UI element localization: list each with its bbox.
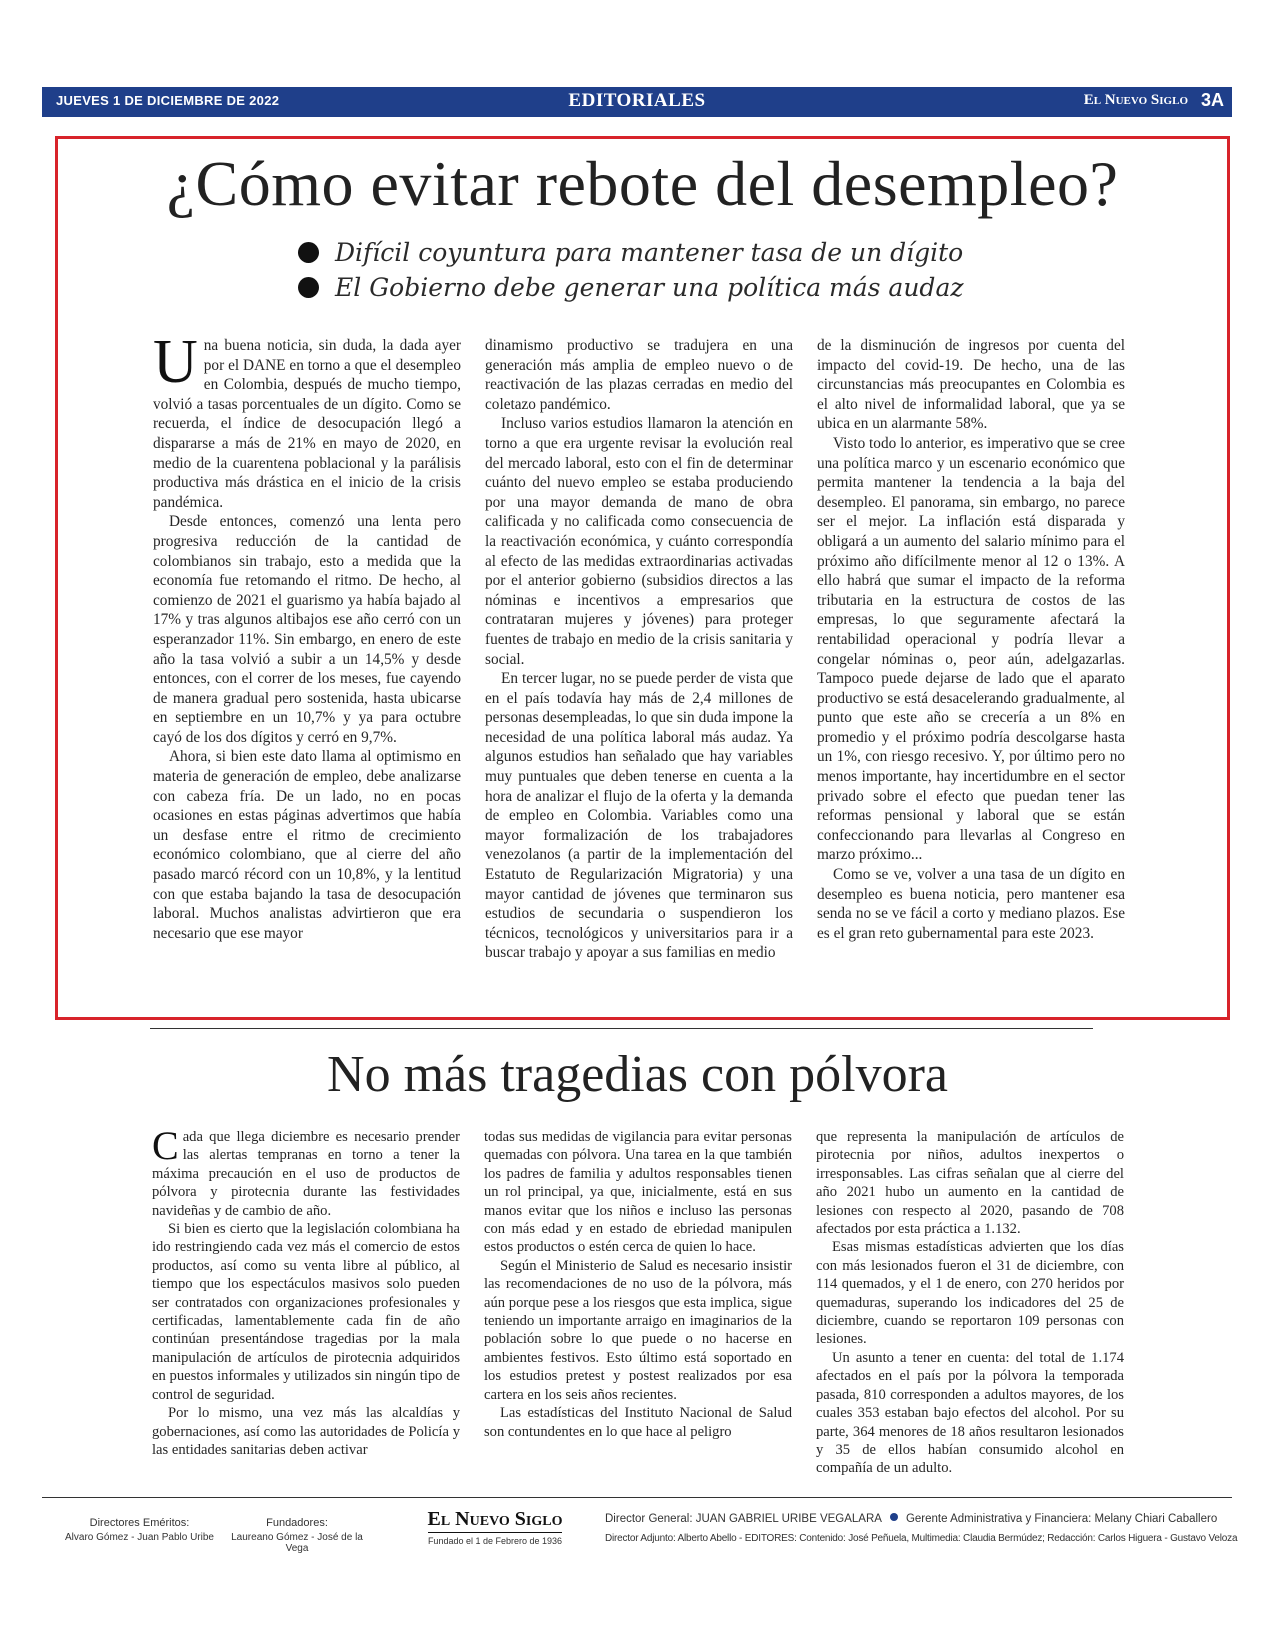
article-paragraph: Según el Ministerio de Salud es necesario insistir las recomendaciones de no uso de la pólvora, más aún porque pese a los riesgos que esta implica, sigue teniendo un importante arraigo en imaginarios de la población sobre lo que puede o no hacerse en ambientes festivos. Esto último está soportado en los estudios pretest y postest realizados por esa cartera en los seis años recientes. [484, 1257, 792, 1403]
editorial-columns-2 [152, 1123, 1124, 1478]
article-paragraph: Desde entonces, comenzó una lenta pero progresiva reducción de la cantidad de colombianos sin trabajo, esto a medida que la economía fue retomando el ritmo. De hecho, al comienzo de 2021 el guarismo ya había bajado al 17% y tras algunos altibajos ese año cerró con un esperanzador 11%. Sin embargo, en enero de este año la tasa volvió a subir a un 14,5% y desde entonces, con el correr de los meses, fue cayendo de manera gradual pero sostenida, hasta ubicarse en septiembre en un 10,7% y ya para octubre cayó de los dos dígitos y cerró en 9,7%. [153, 513, 461, 746]
article-paragraph: todas sus medidas de vigilancia para evitar personas quemadas con pólvora. Una tarea en la que también los padres de familia y adultos responsables tienen un rol principal, ya que, inicialmente, está en sus manos evitar que los niños e incluso las personas con más edad y en estado de ebriedad manipulen estos productos o estén cerca de quien lo hace. [484, 1129, 792, 1256]
footer-divider [42, 1497, 1232, 1498]
editorial-headline-2: No más tragedias con pólvora [327, 1046, 948, 1103]
paragraph-text: na buena noticia, sin duda, la dada ayer por el DANE en torno a que el desempleo en Colombia, después de mucho tiempo, volvió a tasas porcentuales de un dígito. Como se recuerda, el índice de desocupación llegó a dispararse a más de 21% en mayo de 2020, en medio de la cuarentena poblacional y la parálisis productiva más drástica en el inicio de la crisis pandémica. [153, 337, 461, 511]
article-column-2 [484, 1128, 792, 1478]
footer-logo [425, 1508, 565, 1546]
bullet-text: El Gobierno debe generar una política más audaz [335, 273, 964, 302]
logo-wordmark: El Nuevo Siglo [428, 1508, 563, 1533]
section-title: EDITORIALES [568, 90, 706, 111]
bullet-item [298, 235, 964, 270]
article-paragraph: Esas mismas estadísticas advierten que los días con más lesionados fueron el 31 de diciembre, con 114 quemados, y el 1 de enero, con 270 heridos por quemaduras, superando los indicadores del 25 de diciembre, cuando se reportaron 109 personas con lesiones. [816, 1239, 1124, 1348]
bullet-text: Difícil coyuntura para mantener tasa de un dígito [335, 238, 964, 267]
bullet-dot-icon [298, 242, 319, 263]
editorial-headline: ¿Cómo evitar rebote del desempleo? [166, 148, 1119, 219]
article-paragraph: Incluso varios estudios llamaron la atención en torno a que era urgente revisar la evolución real del mercado laboral, esto con el fin de determinar cuánto del nuevo empleo se estaba produciendo por una mayor demanda de mano de obra calificada y no calificada como consecuencia de la reactivación económica, y cuánto correspondía al efecto de las medidas extraordinarias activadas por el anterior gobierno (subsidios directos a las nóminas e incentivos a empresarios que contrataran mujeres y jóvenes) para proteger fuentes de trabajo en medio de la crisis sanitaria y social. [485, 415, 793, 668]
page-number: 3A [1200, 90, 1224, 110]
article-paragraph: dinamismo productivo se tradujera en una generación más amplia de empleo nuevo o de reactivación de las plazas cerradas en medio del coletazo pandémico. [485, 337, 793, 413]
footer-staff [605, 1513, 1238, 1544]
section-divider [150, 1028, 1093, 1029]
bullet-item [298, 270, 964, 305]
page-header-bar [42, 87, 1232, 117]
drop-cap: C [152, 1123, 179, 1168]
gerente: Gerente Administrativa y Financiera: Melany Chiari Caballero [905, 1513, 1218, 1525]
article-paragraph: Por lo mismo, una vez más las alcaldías y gobernaciones, así como las autoridades de Policía y las entidades sanitarias deben activar [152, 1405, 460, 1458]
directors-names: Alvaro Gómez - Juan Pablo Uribe [65, 1532, 214, 1543]
editorial-columns [153, 328, 1125, 963]
bullet-dot-icon [298, 277, 319, 298]
footer-directors [62, 1517, 217, 1543]
article-paragraph: Visto todo lo anterior, es imperativo que se cree una política marco y un escenario económico que permita mantener la tendencia a la baja del desempleo. El panorama, sin embargo, no parece ser el mejor. La inflación está disparada y obligará a un aumento del salario mínimo para el próximo año difícilmente menor al 12 o 13%. A ello habrá que sumar el impacto de la reforma tributaria en la estructura de costos de las empresas, lo que seguramente afectará la rentabilidad operacional y podría llevar a congelar nóminas o, peor aún, adelgazarlas. Tampoco puede dejarse de lado que el aparato productivo se está desacelerando gradualmente, al punto que este año se crecería a un 8% en promedio y el próximo podría descolgarse hasta un 1%, con riesgo recesivo. Y, por último pero no menos importante, hay incertidumbre en el sector privado sobre el efecto que puedan tener las reformas pensional y laboral que se están confeccionando para llevarlas al Congreso en marzo próximo... [817, 434, 1125, 864]
article-paragraph: En tercer lugar, no se puede perder de vista que en el país todavía hay más de 2,4 millones de personas desempleadas, lo que sin duda impone la necesidad de una política laboral más audaz. Ya algunos estudios han señalado que hay variables muy puntuales que deben tenerse en cuenta a la hora de analizar el flujo de la oferta y la demanda de empleo en Colombia. Variables como una mayor formalización de los trabajadores venezolanos (a partir de la implementación del Estatuto de Regularización Migratoria) y una mayor cantidad de jóvenes que terminaron sus estudios de secundaria o suspendieron los técnicos, tecnológicos y universitarios para ir a buscar trabajo y apoyar a sus familias en medio [485, 670, 793, 962]
article-column-2 [485, 336, 793, 963]
editorial-box [55, 136, 1230, 1020]
article-paragraph: de la disminución de ingresos por cuenta del impacto del covid-19. De hecho, una de las circunstancias más preocupantes en Colombia es el alto nivel de informalidad laboral, que ya se ubica en un alarmante 58%. [817, 337, 1125, 433]
newspaper-brand: El Nuevo Siglo [1083, 92, 1188, 108]
directors-label: Directores Eméritos: [89, 1517, 190, 1529]
article-paragraph: Como se ve, volver a una tasa de un dígito en desempleo es buena noticia, pero mantener esa senda no se ve fácil a corto y mediano plazos. Ese es el gran reto gubernamental para este 2023. [817, 866, 1125, 942]
separator-dot-icon [890, 1513, 898, 1521]
drop-cap: U [153, 328, 198, 396]
article-paragraph [152, 1123, 460, 1220]
founders-label: Fundadores: [266, 1517, 328, 1529]
paragraph-text: ada que llega diciembre es necesario prender las alertas tempranas en torno a tener la máxima precaución en el uso de productos de pólvora y pirotecnia durante las festividades navideñas y de cambio de año. [152, 1129, 460, 1219]
logo-founded-date: Fundado el 1 de Febrero de 1936 [427, 1536, 563, 1546]
article-paragraph: que representa la manipulación de artículos de pirotecnia por niños, adultos inexpertos o irresponsables. Las cifras señalan que al cierre del año 2021 hubo un aumento en la cantidad de lesiones con respecto al 2020, pasando de 708 afectados por esta práctica a 1.132. [816, 1129, 1124, 1238]
article-paragraph: Ahora, si bien este dato llama al optimismo en materia de generación de empleo, debe analizarse con cabeza fría. De un lado, no en pocas ocasiones en estas páginas advertimos que había un desfase entre el ritmo de crecimiento económico colombiano, que al cierre del año pasado marcó récord con un 10,8%, y la lentitud con que estaba bajando la tasa de desocupación laboral. Muchos analistas advirtieron que era necesario que ese mayor [153, 748, 461, 942]
article-paragraph [153, 328, 461, 512]
article-column-3 [816, 1128, 1124, 1478]
footer-founders [222, 1517, 372, 1554]
founders-names: Laureano Gómez - José de la Vega [231, 1532, 363, 1554]
staff-line-main [605, 1513, 1230, 1525]
headline-bullets [298, 235, 964, 305]
article-paragraph: Un asunto a tener en cuenta: del total de 1.174 afectados en el país por la pólvora la temporada pasada, 810 corresponden a adultos mayores, de los cuales 353 estaban bajo efectos del alcohol. Por su parte, 364 menores de 18 años resultaron lesionados y 35 de ellos habían consumido alcohol en compañía de un adulto. [816, 1349, 1124, 1477]
staff-line-editors: Director Adjunto: Alberto Abello - EDITORES: Contenido: José Peñuela, Multimedia: Claudia Bermúdez; Redacción: Carlos Higuera - Gustavo Veloza [605, 1533, 1238, 1544]
article-column-3 [817, 336, 1125, 963]
article-paragraph: Las estadísticas del Instituto Nacional de Salud son contundentes en lo que hace al peligro [484, 1405, 792, 1440]
director-general: Director General: JUAN GABRIEL URIBE VEGALARA [605, 1513, 882, 1525]
article-paragraph: Si bien es cierto que la legislación colombiana ha ido restringiendo cada vez más el comercio de estos productos, así como su venta libre al público, al tiempo que los espectáculos masivos solo pueden ser contratados con organizaciones profesionales y certificadas, lamentablemente cada fin de año continúan presentándose tragedias por la mala manipulación de artículos de pirotecnia adquiridos en puestos informales y utilizados sin ningún tipo de control de seguridad. [152, 1221, 460, 1403]
article-column-1 [153, 328, 461, 963]
issue-date: JUEVES 1 DE DICIEMBRE DE 2022 [56, 93, 280, 108]
article-column-1 [152, 1123, 460, 1478]
